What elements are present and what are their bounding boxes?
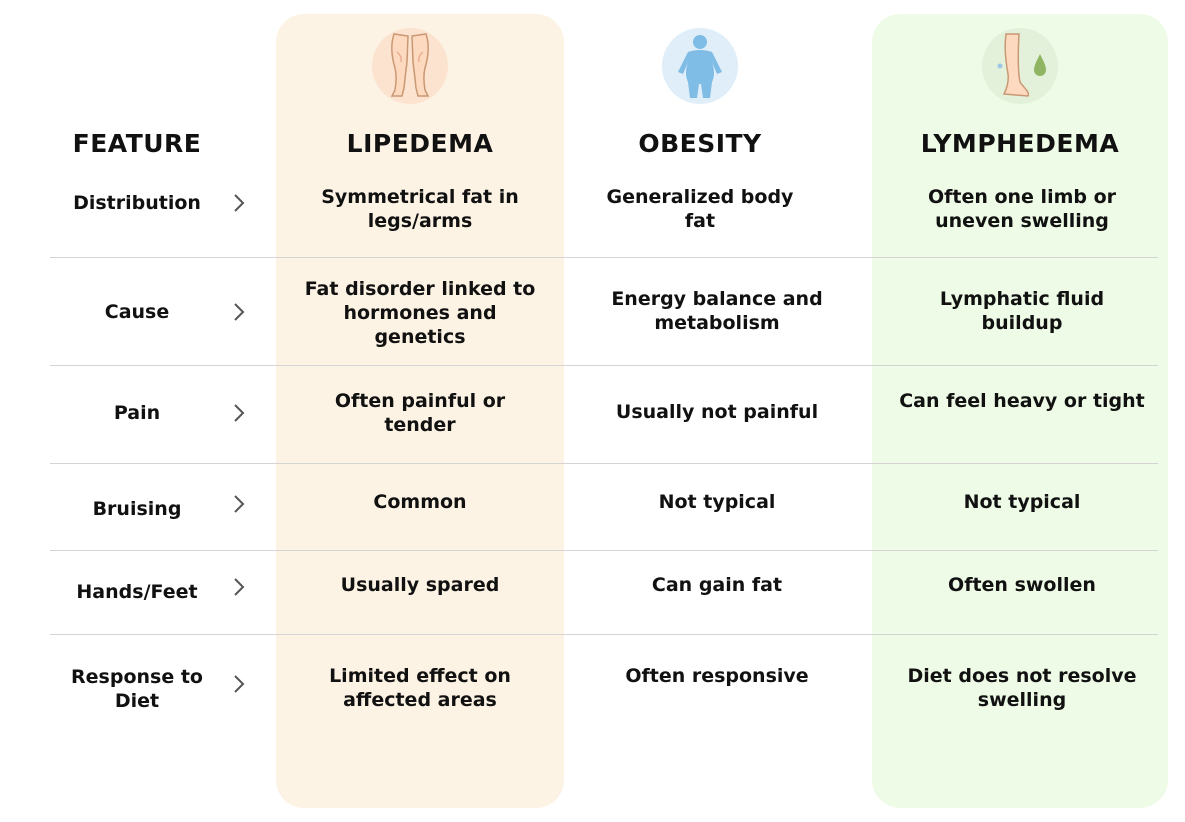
lipedema-bruising: Common <box>373 491 467 513</box>
obesity-pain: Usually not painful <box>615 401 819 423</box>
obesity-header: OBESITY <box>638 128 762 158</box>
lymphedema-response-to-diet: Diet does not resolve swelling <box>907 665 1137 711</box>
chevron-right-icon[interactable] <box>228 401 250 425</box>
chevron-right-icon[interactable] <box>228 300 250 324</box>
lymphedema-bruising: Not typical <box>963 491 1081 513</box>
obesity-distribution: Generalized body fat <box>606 186 794 232</box>
lipedema-hands-feet: Usually spared <box>340 574 500 596</box>
row-label-cause: Cause <box>104 301 170 323</box>
row-label-bruising: Bruising <box>92 498 182 520</box>
obesity-bruising: Not typical <box>658 491 776 513</box>
lymphedema-pain: Can feel heavy or tight <box>899 390 1145 412</box>
lymphedema-distribution: Often one limb or uneven swelling <box>927 186 1117 232</box>
lymphedema-header: LYMPHEDEMA <box>920 128 1120 158</box>
row-divider <box>50 365 1158 366</box>
feature-header: FEATURE <box>72 128 202 158</box>
row-divider <box>50 550 1158 551</box>
lipedema-response-to-diet: Limited effect on affected areas <box>329 665 511 711</box>
obesity-hands-feet: Can gain fat <box>651 574 783 596</box>
chevron-right-icon[interactable] <box>228 191 250 215</box>
row-divider <box>50 634 1158 635</box>
lymphedema-cause: Lymphatic fluid buildup <box>939 288 1105 334</box>
chevron-right-icon[interactable] <box>228 492 250 516</box>
row-label-response-to-diet: Response to Diet <box>71 666 203 712</box>
obesity-response-to-diet: Often responsive <box>625 665 809 687</box>
row-label-distribution: Distribution <box>73 192 201 214</box>
lipedema-distribution: Symmetrical fat in legs/arms <box>321 186 519 232</box>
leg-fluid-drop-icon <box>982 28 1058 104</box>
chevron-right-icon[interactable] <box>228 575 250 599</box>
chevron-right-icon[interactable] <box>228 672 250 696</box>
lipedema-header: LIPEDEMA <box>346 128 494 158</box>
row-label-pain: Pain <box>113 402 161 424</box>
lipedema-cause: Fat disorder linked to hormones and genetics <box>304 278 536 348</box>
row-label-hands-feet: Hands/Feet <box>76 581 198 603</box>
row-divider <box>50 463 1158 464</box>
lymphedema-hands-feet: Often swollen <box>948 574 1096 596</box>
row-divider <box>50 257 1158 258</box>
obesity-cause: Energy balance and metabolism <box>611 288 823 334</box>
lipedema-pain: Often painful or tender <box>334 390 506 436</box>
legs-icon <box>372 28 448 104</box>
person-body-icon <box>662 28 738 104</box>
